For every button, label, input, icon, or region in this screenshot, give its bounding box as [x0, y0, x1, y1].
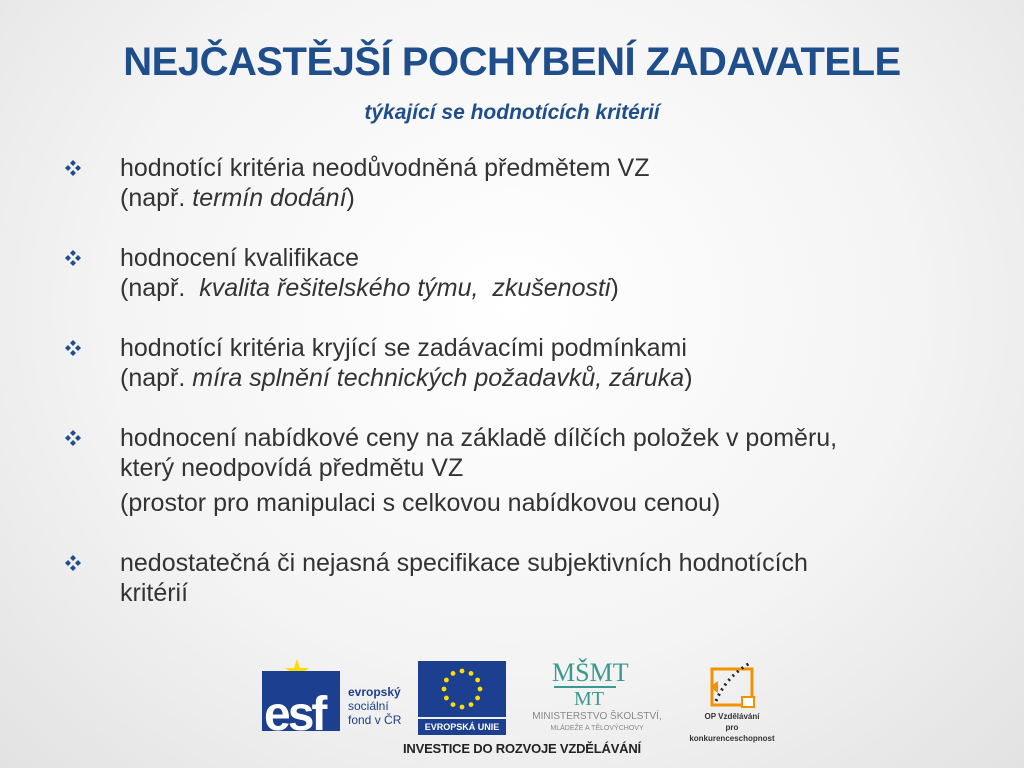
- eu-label: EVROPSKÁ UNIE: [418, 719, 506, 735]
- footer-text: INVESTICE DO ROZVOJE VZDĚLÁVÁNÍ: [403, 741, 641, 756]
- list-item: [64, 333, 964, 393]
- op-text: OP Vzdělávání pro konkurenceschopnost: [689, 712, 775, 743]
- svg-text:MT: MT: [574, 688, 604, 710]
- page-subtitle: týkající se hodnotících kritérií: [364, 101, 660, 124]
- eu-stars-icon: [418, 661, 506, 717]
- example-text: míra splnění technických požadavků, záruka: [192, 364, 685, 392]
- diamond-bullet-icon: [64, 339, 92, 357]
- example-text: termín dodání: [192, 184, 347, 212]
- bullet-text: hodnocení kvalifikace: [120, 244, 360, 272]
- diamond-bullet-icon: [64, 249, 92, 267]
- bullet-extra: (prostor pro manipulaci s celkovou nabídkovou cenou): [120, 489, 721, 517]
- op-icon: [706, 657, 760, 709]
- diamond-bullet-icon: [64, 429, 92, 447]
- msmt-logo: [512, 657, 682, 737]
- msmt-text: MINISTERSTVO ŠKOLSTVÍ, MLÁDEŽE A TĚLOVÝCHOVY: [532, 711, 662, 732]
- example-text: kvalita řešitelského týmu, zkušenosti: [199, 274, 611, 302]
- example-suffix: ): [684, 364, 693, 392]
- list-item: [64, 153, 964, 213]
- diamond-bullet-icon: [64, 554, 92, 572]
- eu-flag: [418, 661, 506, 717]
- diamond-bullet-icon: [64, 159, 92, 177]
- msmt-icon: [550, 657, 629, 710]
- list-item: [64, 423, 964, 518]
- example-prefix: (např.: [120, 184, 193, 212]
- op-logo: [682, 657, 782, 743]
- page-title: NEJČASTĚJŠÍ POCHYBENÍ ZADAVATELE: [123, 40, 901, 84]
- list-item: [64, 243, 964, 303]
- example-suffix: ): [346, 184, 355, 212]
- example-prefix: (např.: [120, 364, 193, 392]
- svg-text:MŠMT: MŠMT: [552, 658, 629, 687]
- logo-strip: [262, 655, 782, 765]
- bullet-list: [64, 153, 964, 638]
- bullet-text: hodnotící kritéria neodůvodněná předmětem VZ: [120, 154, 650, 182]
- example-suffix: ): [610, 274, 619, 302]
- bullet-text: nedostatečná či nejasná specifikace subjektivních hodnotících kritérií: [120, 549, 808, 607]
- esf-logo: [262, 659, 412, 741]
- bullet-text: hodnocení nabídkové ceny na základě dílčích položek v poměru, který neodpovídá předmětu VZ: [120, 424, 838, 482]
- bullet-text: hodnotící kritéria kryjící se zadávacími podmínkami: [120, 334, 687, 362]
- esf-text: evropský sociální fond v ČR: [348, 685, 402, 727]
- list-item: [64, 548, 964, 608]
- example-prefix: (např.: [120, 274, 200, 302]
- eu-logo: [418, 661, 506, 733]
- esf-mark: esf: [262, 671, 340, 731]
